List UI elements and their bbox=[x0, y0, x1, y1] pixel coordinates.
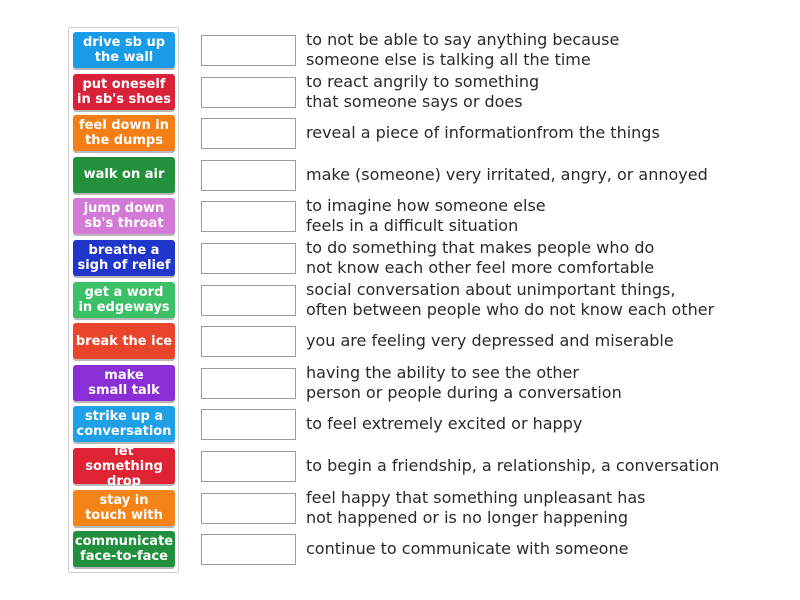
phrase-tile[interactable]: put oneself in sb's shoes bbox=[73, 74, 175, 110]
phrase-tile[interactable]: communicate face-to-face bbox=[73, 531, 175, 567]
definition-line: continue to communicate with someone bbox=[306, 539, 629, 559]
answer-slot[interactable] bbox=[201, 160, 296, 191]
answer-slot[interactable] bbox=[201, 534, 296, 565]
definition-line: to begin a friendship, a relationship, a conversation bbox=[306, 456, 720, 475]
definition-line: not know each other feel more comfortable bbox=[306, 258, 655, 277]
answer-slot[interactable] bbox=[201, 409, 296, 440]
definition-text bbox=[306, 445, 786, 487]
definition-text bbox=[306, 71, 786, 113]
definition-line: feel happy that something unpleasant has bbox=[306, 487, 646, 507]
definition-line: you are feeling very depressed and miserable bbox=[306, 331, 674, 351]
phrase-tile[interactable]: break the ice bbox=[73, 323, 175, 359]
answer-slot[interactable] bbox=[201, 451, 296, 482]
definition-line: to do something that makes people who do bbox=[306, 238, 655, 257]
phrase-tile[interactable]: make small talk bbox=[73, 365, 175, 401]
definition-text bbox=[306, 528, 786, 570]
definition-text bbox=[306, 320, 786, 362]
answer-slot[interactable] bbox=[201, 285, 296, 316]
definition-line: having the ability to see the other bbox=[306, 362, 579, 382]
definition-line: not happened or is no longer happening bbox=[306, 507, 628, 527]
answer-slot[interactable] bbox=[201, 35, 296, 66]
definition-line: feels in a difficult situation bbox=[306, 216, 519, 236]
phrase-tile[interactable]: let something drop bbox=[73, 448, 175, 484]
definition-line: reveal a piece of informationfrom the things bbox=[306, 123, 660, 143]
definition-text bbox=[306, 112, 786, 154]
definition-line: to react angrily to something bbox=[306, 71, 540, 91]
definition-line: person or people during a conversation bbox=[306, 382, 622, 402]
answer-slot[interactable] bbox=[201, 201, 296, 232]
phrase-tile[interactable]: get a word in edgeways bbox=[73, 282, 175, 318]
definition-line: someone else is talking all the time bbox=[306, 50, 591, 69]
definition-line: to imagine how someone else bbox=[306, 196, 546, 216]
definition-line: often between people who do not know each other bbox=[306, 299, 715, 319]
answer-slot[interactable] bbox=[201, 368, 296, 399]
answer-slot[interactable] bbox=[201, 326, 296, 357]
definition-text bbox=[306, 154, 786, 196]
definition-text bbox=[306, 279, 786, 321]
answer-slot[interactable] bbox=[201, 77, 296, 108]
phrase-tile[interactable]: drive sb up the wall bbox=[73, 32, 175, 68]
definition-text bbox=[306, 237, 786, 279]
definition-line: that someone says or does bbox=[306, 91, 523, 111]
definition-text bbox=[306, 29, 786, 71]
definition-line: social conversation about unimportant things, bbox=[306, 279, 676, 299]
phrase-tile[interactable]: strike up a conversation bbox=[73, 406, 175, 442]
definition-text bbox=[306, 195, 786, 237]
answer-slot[interactable] bbox=[201, 118, 296, 149]
definition-line: make (someone) very irritated, angry, or annoyed bbox=[306, 164, 708, 184]
phrase-tile[interactable]: walk on air bbox=[73, 157, 175, 193]
phrase-tile[interactable]: jump down sb's throat bbox=[73, 198, 175, 234]
definition-text bbox=[306, 362, 786, 404]
answer-slot[interactable] bbox=[201, 493, 296, 524]
phrase-tile[interactable]: feel down in the dumps bbox=[73, 115, 175, 151]
definition-text bbox=[306, 403, 786, 445]
definition-line: to not be able to say anything because bbox=[306, 30, 620, 49]
answer-slot[interactable] bbox=[201, 243, 296, 274]
phrase-tile[interactable]: breathe a sigh of relief bbox=[73, 240, 175, 276]
definition-line: to feel extremely excited or happy bbox=[306, 414, 583, 434]
definition-text bbox=[306, 487, 786, 529]
phrase-tile[interactable]: stay in touch with bbox=[73, 490, 175, 526]
